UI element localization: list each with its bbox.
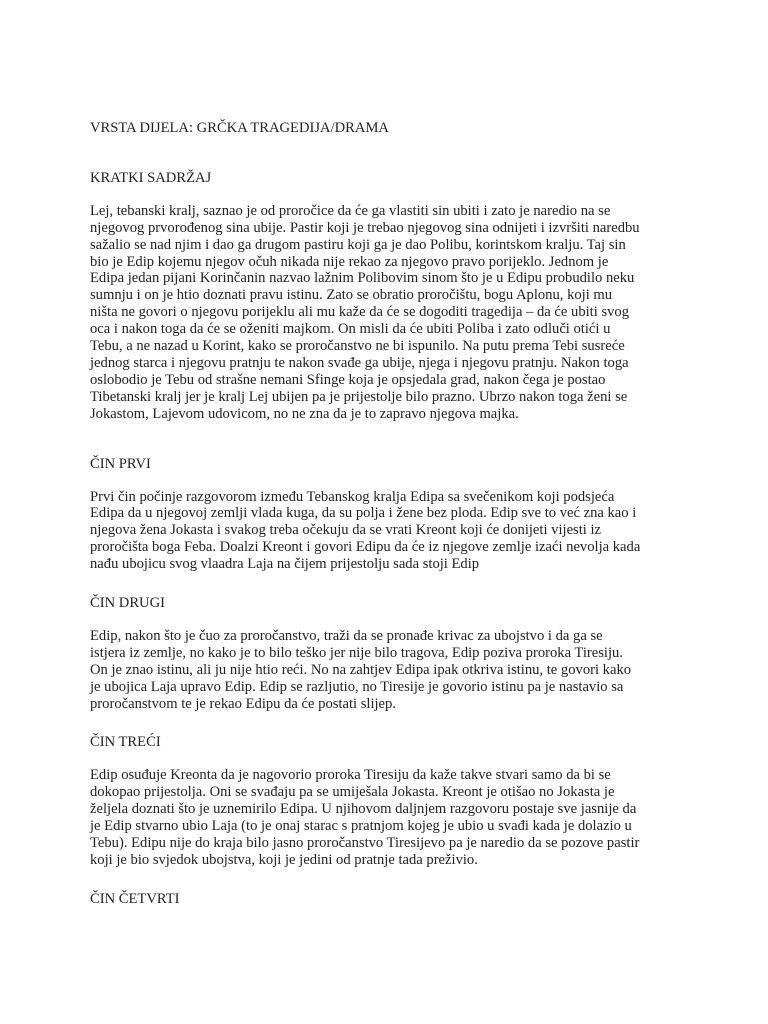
section-heading-act-1: ČIN PRVI <box>90 455 151 472</box>
section-heading-summary: KRATKI SADRŽAJ <box>90 169 212 186</box>
section-text-act-1: Prvi čin počinje razgovorom između Tebanskog kralja Edipa sa svečenikom koji podsjeća Edipa da u njegovoj zemlji vlada kuga, da su polja i žene bez ploda. Edip sve to već zna kao i njegova žena Jokasta i svakog treba očekuju da se vrati Kreont koji će donijeti vijesti iz proročišta boga Feba. Doalzi Kreont i govori Edipu da će iz njegove zemlje izaći nevolja kada nađu ubojicu svog vlaadra Laja na čijem prijestolju sada stoji Edip <box>90 488 641 573</box>
section-heading-act-2: ČIN DRUGI <box>90 595 165 612</box>
section-heading-act-4: ČIN ČETVRTI <box>90 890 180 907</box>
document-page <box>90 120 680 924</box>
section-text-summary: Lej, tebanski kralj, saznao je od proročice da će ga vlastiti sin ubiti i zato je naredio na se njegovog prvorođenog sina ubije. Pastir koji je trebao njegovog sina odnijeti i izvršiti naredbu sažalio se nad njim i dao ga drugom pastiru koji ga je dao Polibu, korintskom kralju. Taj sin bio je Edip kojemu njegov očuh nikada nije rekao za njegovo pravo porijeklo. Jednom je Edipa jedan pijani Korinčanin nazvao lažnim Polibovim sinom što je u Edipu probudilo neku sumnju i on je htio doznati pravu istinu. Zato se obratio proročištu, bogu Aplonu, koji mu ništa ne govori o njegovu porijeklu ali mu kaže da će se dogoditi tragedija – da će ubiti svog oca i nakon toga da će se oženiti majkom. On misli da će ubiti Poliba i zato odluči otići u Tebu, a ne nazad u Korint, kako se proročanstvo ne bi ispunilo. Na putu prema Tebi susreće jednog starca i njegovu pratnju te nakon svađe ga ubije, njega i njegovu pratnju. Nakon toga oslobodio je Tebu od strašne nemani Sfinge koja je opsjedala grad, nakon čega je postao Tibetanski kralj jer je kralj Lej ubijen pa je prijestolje bilo prazno. Ubrzo nakon toga ženi se Jokastom, Lajevom udovicom, no ne zna da je to zapravo njegova majka. <box>90 202 640 422</box>
section-text-act-2: Edip, nakon što je čuo za proročanstvo, traži da se pronađe krivac za ubojstvo i da ga se istjera iz zemlje, no kako je to bilo teško jer nije bilo tragova, Edip poziva proroka Tiresiju. On je znao istinu, ali ju nije htio reći. No na zahtjev Edipa ipak otkriva istinu, te govori kako je ubojica Laja upravo Edip. Edip se razljutio, no Tiresije je govorio istinu pa je nastavio sa proročanstvom te je rekao Edipu da će postati slijep. <box>90 627 632 712</box>
section-text-act-3: Edip osuđuje Kreonta da je nagovorio proroka Tiresiju da kaže takve stvari samo da bi se dokopao prijestolja. Oni se svađaju pa se umiješala Jokasta. Kreont je otišao no Jokasta je željela doznati što je uznemirilo Edipa. U njihovom daljnjem razgovoru postaje sve jasnije da je Edip stvarno ubio Laja (to je onaj starac s pratnjom kojeg je ubio u svađi kada je dolazio u Tebu). Edipu nije do kraja bilo jasno proročanstvo Tiresijevo pa je naredio da se pozove pastir koji je bio svjedok ubojstva, koji je jedini od pratnje tada preživio. <box>90 767 640 868</box>
section-heading-act-3: ČIN TREĆI <box>90 734 161 751</box>
document-title: VRSTA DIJELA: GRČKA TRAGEDIJA/DRAMA <box>90 120 389 136</box>
